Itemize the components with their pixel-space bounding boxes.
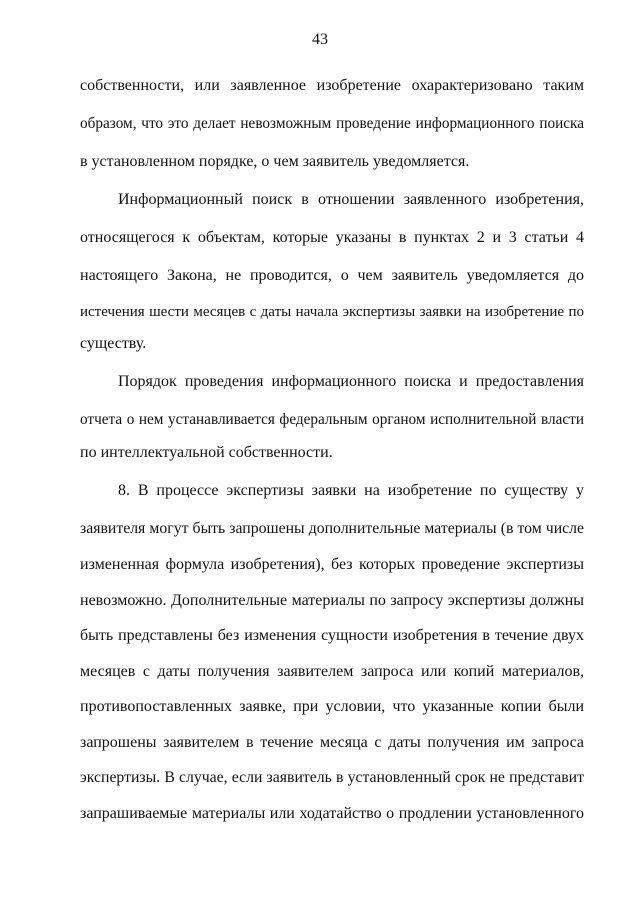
text-line: месяцев с даты получения заявителем запроса или копий материалов, [80, 663, 584, 680]
text-line: по интеллектуальной собственности. [80, 444, 333, 461]
text-line: истечения шести месяцев с даты начала экспертизы заявки на изобретение по [80, 304, 584, 320]
text-line: экспертизы. В случае, если заявитель в установленный срок не представит [80, 769, 584, 786]
text-line: собственности, или заявленное изобретение охарактеризовано таким [80, 77, 584, 94]
text-line: запрошены заявителем в течение месяца с даты получения им запроса [80, 734, 584, 751]
page-number: 43 [312, 31, 328, 48]
text-line: Порядок проведения информационного поиска и предоставления [118, 373, 584, 390]
text-line: быть представлены без изменения сущности изобретения в течение двух [80, 627, 584, 644]
text-line: противопоставленных заявке, при условии, что указанные копии были [80, 698, 584, 715]
text-line: настоящего Закона, не проводится, о чем заявитель уведомляется до [80, 267, 584, 284]
text-line: измененная формула изобретения), без которых проведение экспертизы [80, 556, 584, 573]
text-line: заявителя могут быть запрошены дополнительные материалы (в том числе [80, 520, 584, 537]
text-line: 8. В процессе экспертизы заявки на изобретение по существу у [118, 482, 584, 499]
text-line: невозможно. Дополнительные материалы по запросу экспертизы должны [80, 592, 584, 609]
text-line: образом, что это делает невозможным проведение информационного поиска [80, 115, 584, 132]
text-line: относящегося к объектам, которые указаны в пунктах 2 и 3 статьи 4 [80, 229, 584, 246]
text-line: Информационный поиск в отношении заявленного изобретения, [118, 191, 584, 208]
text-line: существу. [80, 335, 147, 352]
text-line: в установленном порядке, о чем заявитель уведомляется. [80, 153, 470, 170]
text-line: запрашиваемые материалы или ходатайство о продлении установленного [80, 805, 584, 822]
text-line: отчета о нем устанавливается федеральным органом исполнительной власти [80, 411, 584, 428]
